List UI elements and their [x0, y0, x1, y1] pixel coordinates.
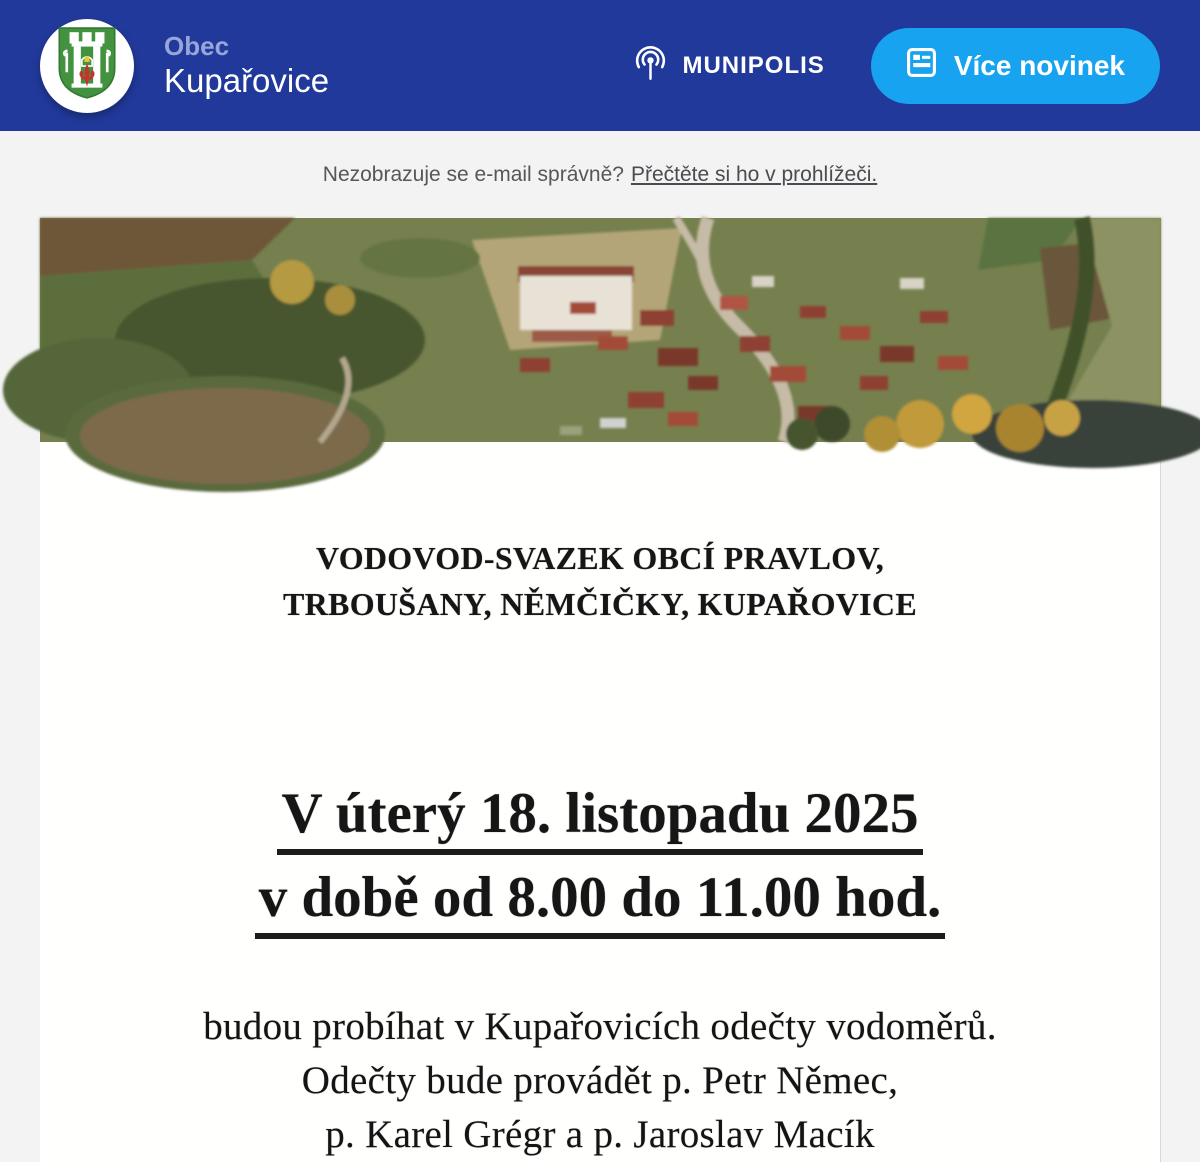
notice-document — [40, 442, 1160, 1162]
notice-date-line2: v době od 8.00 do 11.00 hod. — [255, 866, 946, 939]
notice-body-line2: Odečty bude provádět p. Petr Němec, — [301, 1059, 899, 1102]
municipality-brand — [40, 19, 329, 113]
munipolis-wordmark: MUNIPOLIS — [682, 51, 825, 79]
newspaper-icon — [906, 47, 937, 85]
email-content-card — [40, 218, 1161, 1162]
org-label: Obec — [164, 30, 230, 61]
village-aerial-photo — [40, 218, 1161, 442]
notice-title-line1: VODOVOD-SVAZEK OBCÍ PRAVLOV, — [315, 540, 885, 576]
view-in-browser-link[interactable]: Přečtěte si ho v prohlížeči. — [630, 162, 878, 186]
notice-title-line2: TRBOUŠANY, NĚMČIČKY, KUPAŘOVICE — [283, 586, 917, 622]
notice-body — [40, 1000, 1160, 1162]
notice-body-line1: budou probíhat v Kupařovicích odečty vodoměrů. — [203, 1005, 997, 1048]
view-in-browser-question: Nezobrazuje se e-mail správně? — [322, 162, 624, 186]
org-titles — [164, 31, 329, 101]
notice-date-line1: V úterý 18. listopadu 2025 — [277, 782, 922, 855]
notice-title — [40, 535, 1160, 627]
broadcast-icon — [632, 45, 669, 87]
municipality-logo — [40, 19, 134, 113]
more-news-label: Více novinek — [953, 49, 1125, 81]
munipolis-brand — [632, 45, 824, 87]
notice-date — [40, 772, 1160, 940]
notice-body-line3: p. Karel Grégr a p. Jaroslav Macík — [325, 1113, 875, 1156]
view-in-browser-bar — [0, 131, 1200, 218]
org-name: Kupařovice — [164, 61, 330, 99]
more-news-button[interactable] — [871, 28, 1160, 104]
email-header — [0, 0, 1200, 131]
coat-of-arms-icon — [56, 25, 118, 106]
